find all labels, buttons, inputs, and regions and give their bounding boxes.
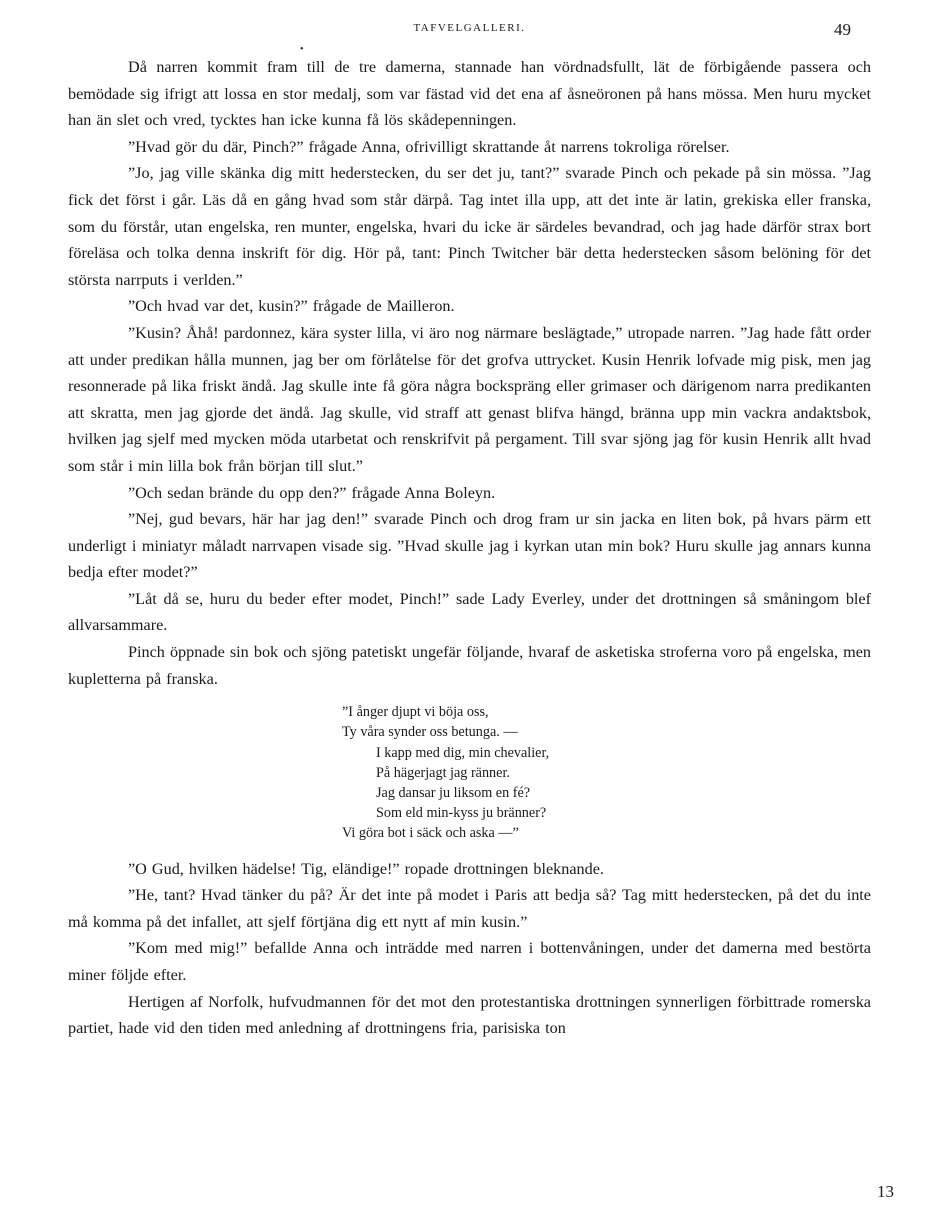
paragraph: ”Och sedan brände du opp den?” frågade Anna Boleyn. bbox=[128, 483, 496, 502]
body-text bbox=[68, 54, 871, 1042]
paragraph: ”Och hvad var det, kusin?” frågade de Mailleron. bbox=[128, 297, 455, 316]
book-page bbox=[68, 20, 871, 1042]
page-header bbox=[68, 20, 871, 55]
verse-line: I kapp med dig, min chevalier, bbox=[376, 744, 550, 761]
verse-line: På hägerjagt jag ränner. bbox=[376, 764, 510, 781]
verse-line: Vi göra bot i säck och aska —” bbox=[342, 825, 519, 842]
verse-line: ”I ånger djupt vi böja oss, bbox=[342, 704, 489, 721]
running-head: TAFVELGALLERI. bbox=[413, 22, 526, 34]
printer-mark: • bbox=[300, 44, 304, 55]
verse-line: Som eld min-kyss ju bränner? bbox=[376, 805, 547, 822]
page-number: 49 bbox=[834, 20, 851, 39]
paragraph: ”Jo, jag ville skänka dig mitt hederstecken, du ser det ju, tant?” svarade Pinch och pekade på sin mössa. ”Jag fick det först i går. Läs då en gång hvad som står därpå. Tag intet illa upp, att det inte är latin, grekiska eller franska, som du förstår, utan engelska, ren munter, engelska, hvari du icke är särdeles bevandrad, och jag hade därför strax bort föreläsa och tolka denna inskrift för dig. Hör på, tant: Pinch Twitcher bär detta hederstecken såsom belöning för det största narrputs i verlden.” bbox=[68, 164, 871, 289]
paragraph: Hertigen af Norfolk, hufvudmannen för det mot den protestantiska drottningen synnerligen förbittrade romerska partiet, hade vid den tiden med anledning af drottningens fria, parisiska ton bbox=[68, 992, 871, 1038]
signature-mark: 13 bbox=[877, 1182, 894, 1201]
paragraph: ”Kusin? Åhå! pardonnez, kära syster lilla, vi äro nog närmare beslägtade,” utropade narren. ”Jag hade fått order att under predikan hålla munnen, jag ber om förlåtelse för det grofva uttrycket. Kusin Henrik lofvade mig pisk, men jag resonnerade på lika friskt ändå. Jag skulle inte få göra några bockspräng eller grimaser och därigenom narra predikanten att skratta, men jag gjorde det ändå. Jag skulle, vid straff att genast blifva hängd, bränna upp min vackra andaktsbok, hvilken jag sjelf med mycken möda utarbetat och renskrifvit på pergament. Till svar sjöng jag för kusin Henrik allt hvad som står i min lilla bok från början till slut.” bbox=[68, 323, 871, 475]
paragraph: ”He, tant? Hvad tänker du på? Är det inte på modet i Paris att bedja så? Tag mitt hederstecken, på det du inte må komma på det infallet, att sjelf förtjäna dig ett nytt af min kusin.” bbox=[68, 886, 871, 931]
paragraph: Då narren kommit fram till de tre damerna, stannade han vördnadsfullt, lät de förbigående passera och bemödade sig ifrigt att lossa en stor medalj, som var fästad vid det ena af åsneöronen på hans mössa. Men huru mycket han än slet och vred, tycktes han icke kunna få lös skådepenningen. bbox=[68, 58, 871, 130]
paragraph: ”Hvad gör du där, Pinch?” frågade Anna, ofrivilligt skrattande åt narrens tokroliga rörelser. bbox=[128, 137, 730, 156]
verse-line: Jag dansar ju liksom en fé? bbox=[376, 785, 531, 802]
paragraph: ”Kom med mig!” befallde Anna och inträdde med narren i bottenvåningen, under det damerna med bestörta miner följde efter. bbox=[68, 939, 871, 985]
paragraph: ”O Gud, hvilken hädelse! Tig, eländige!” ropade drottningen bleknande. bbox=[128, 859, 604, 878]
verse-line: Ty våra synder oss betunga. — bbox=[342, 724, 518, 741]
paragraph: Pinch öppnade sin bok och sjöng patetiskt ungefär följande, hvaraf de asketiska stroferna voro på engelska, men kupletterna på franska. bbox=[68, 643, 871, 688]
verse-block bbox=[342, 702, 871, 843]
paragraph: ”Nej, gud bevars, här har jag den!” svarade Pinch och drog fram ur sin jacka en liten bok, på hvars pärm ett underligt i miniatyr måladt narrvapen visade sig. ”Hvad skulle jag i kyrkan utan min bok? Huru skulle jag annars kunna bedja efter modet?” bbox=[68, 510, 871, 582]
paragraph: ”Låt då se, huru du beder efter modet, Pinch!” sade Lady Everley, under det drottningen så småningom blef allvarsammare. bbox=[68, 589, 871, 635]
